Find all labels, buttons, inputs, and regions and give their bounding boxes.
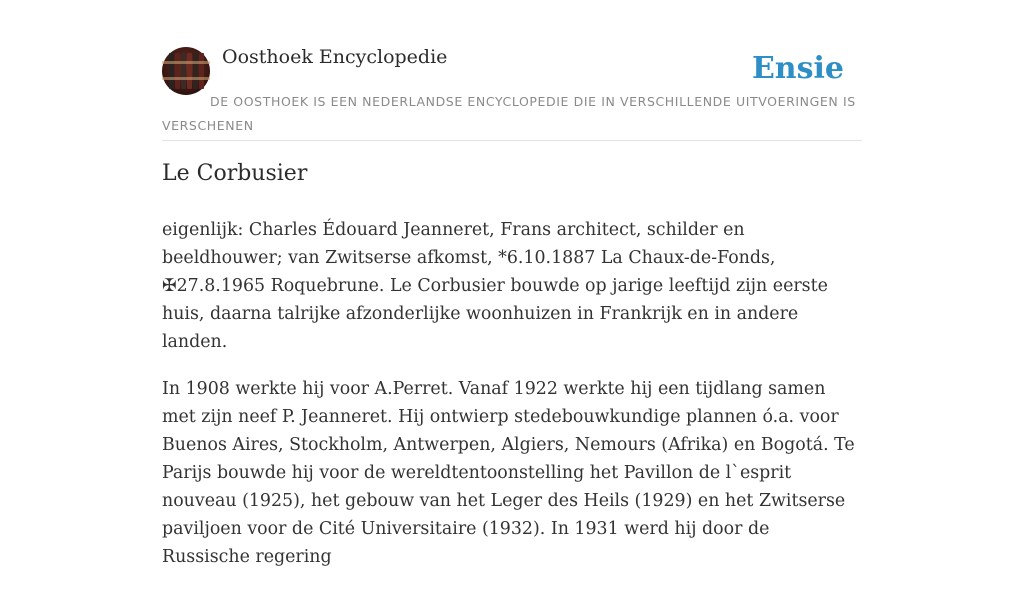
article-paragraph-1: eigenlijk: Charles Édouard Jeanneret, Frans architect, schilder en beeldhouwer; van Zwitserse afkomst, *6.10.1887 La Chaux-de-Fonds, ✠27.8.1965 Roquebrune. Le Corbusier bouwde op jarige leeftijd zijn eerste huis, daarna talrijke afzonderlijke woonhuizen in Frankrijk en in andere landen. [162,220,828,352]
article-title: Le Corbusier [162,161,308,186]
article-paragraph-2: In 1908 werkte hij voor A.Perret. Vanaf 1922 werkte hij een tijdlang samen met zijn neef P. Jeanneret. Hij ontwierp stedebouwkundige plannen ó.a. voor Buenos Aires, Stockholm, Antwerpen, Algiers, Nemours (Afrika) en Bogotá. Te Parijs bouwde hij voor de wereldtentoonstelling het Pavillon de l`esprit nouveau (1925), het gebouw van het Leger des Heils (1929) en het Zwitserse paviljoen voor de Cité Universitaire (1932). In 1931 werd hij door de Russische regering [162,379,855,567]
ensie-brand-link[interactable]: Ensie [751,51,844,86]
article-body [162,216,862,590]
site-name[interactable]: Oosthoek Encyclopedie [222,46,448,68]
page-container [162,0,862,567]
site-header [162,0,862,141]
encyclopedia-books-logo[interactable] [162,47,210,95]
site-tagline: DE OOSTHOEK IS EEN NEDERLANDSE ENCYCLOPEDIE DIE IN VERSCHILLENDE UITVOERINGEN IS VERSCHENEN [162,94,856,133]
